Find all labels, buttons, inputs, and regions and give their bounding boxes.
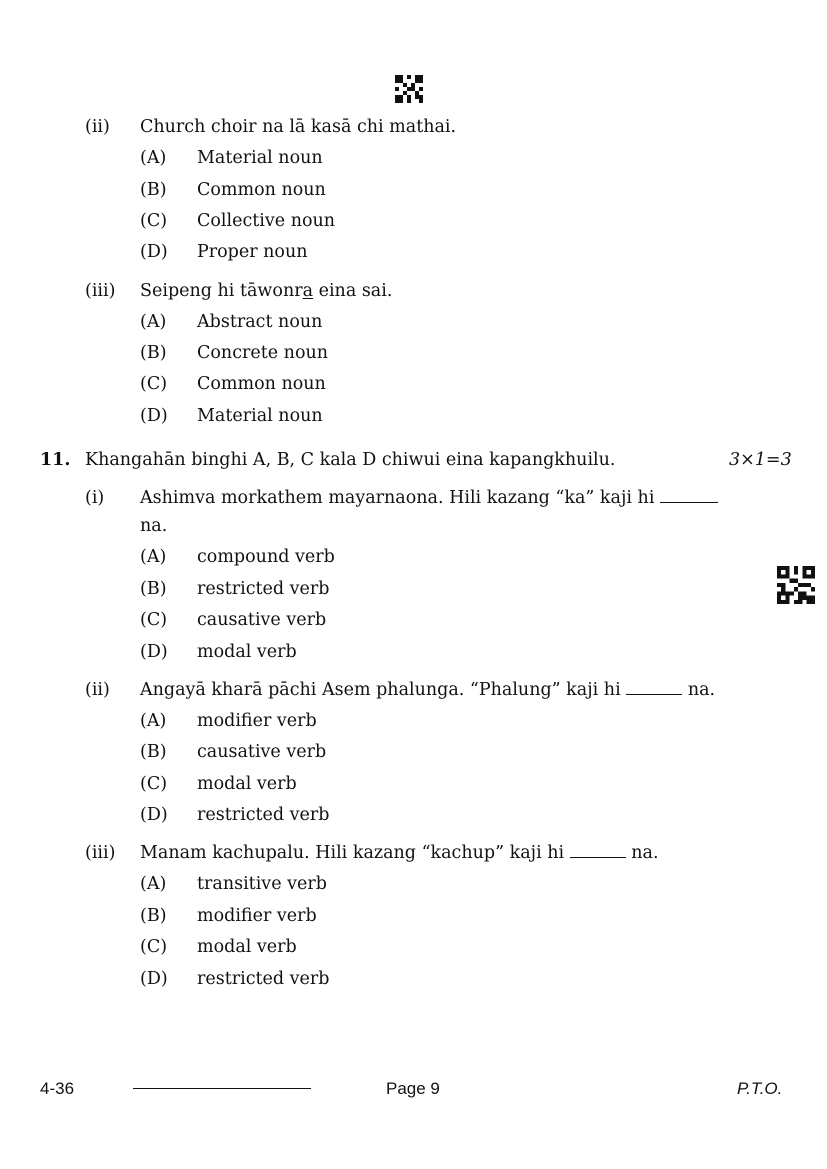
option-letter: (B) [140, 906, 167, 926]
question-text-part: na. [687, 680, 716, 700]
question-text [140, 845, 659, 863]
option-letter: (D) [140, 406, 168, 426]
option-letter: (D) [140, 642, 168, 662]
option-letter: (C) [140, 774, 168, 794]
paper-code: 4-36 [40, 1079, 75, 1098]
question-label: (iii) [85, 843, 116, 863]
option-text: causative verb [197, 610, 327, 630]
qr-code-side [777, 566, 815, 604]
option-letter: (D) [140, 969, 168, 989]
option-letter: (C) [140, 374, 168, 394]
option-text: compound verb [197, 547, 335, 567]
question-text-part: eina sai. [313, 281, 393, 301]
option-letter: (A) [140, 312, 167, 332]
please-turn-over: P.T.O. [737, 1079, 783, 1098]
option-text: Common noun [197, 374, 326, 394]
question-text [140, 490, 718, 508]
option-text: Collective noun [197, 211, 336, 231]
option-letter: (A) [140, 547, 167, 567]
option-letter: (A) [140, 148, 167, 168]
footer-divider [133, 1088, 311, 1089]
question-label: (iii) [85, 281, 116, 301]
question-number: 11. [40, 450, 71, 470]
underlined-letter: a [302, 281, 314, 301]
option-letter: (C) [140, 937, 168, 957]
marks-allocation: 3×1=3 [729, 450, 792, 470]
question-text-part: Manam kachupalu. Hili kazang “kachup” kaji hi [140, 843, 565, 863]
option-letter: (B) [140, 343, 167, 363]
option-text: Concrete noun [197, 343, 329, 363]
question-label: (ii) [85, 680, 110, 700]
option-text: modal verb [197, 937, 297, 957]
question-label: (i) [85, 488, 105, 508]
option-text: Common noun [197, 180, 326, 200]
question-text-part: Ashimva morkathem mayarnaona. Hili kazang “ka” kaji hi [140, 488, 655, 508]
question-label: (ii) [85, 117, 110, 137]
option-text: modifier verb [197, 711, 317, 731]
question-instruction: Khangahān binghi A, B, C kala D chiwui eina kapangkhuilu. [85, 450, 616, 470]
option-text: Proper noun [197, 242, 308, 262]
question-text: Church choir na lā kasā chi mathai. [140, 117, 457, 137]
fill-blank [626, 693, 682, 695]
option-text: Material noun [197, 406, 323, 426]
option-text: modal verb [197, 642, 297, 662]
question-text-continued: na. [140, 516, 168, 536]
question-text [140, 682, 715, 700]
option-text: modal verb [197, 774, 297, 794]
qr-code-top [395, 75, 423, 103]
question-text [140, 283, 392, 301]
page-number: Page 9 [386, 1079, 440, 1098]
option-text: restricted verb [197, 805, 330, 825]
option-text: restricted verb [197, 969, 330, 989]
option-text: modifier verb [197, 906, 317, 926]
question-text-part: Angayā kharā pāchi Asem phalunga. “Phalung” kaji hi [140, 680, 621, 700]
option-letter: (C) [140, 610, 168, 630]
option-letter: (C) [140, 211, 168, 231]
question-text-part: na. [631, 843, 659, 863]
option-text: causative verb [197, 742, 327, 762]
option-text: Abstract noun [197, 312, 323, 332]
option-letter: (A) [140, 874, 167, 894]
fill-blank [570, 856, 626, 858]
option-letter: (A) [140, 711, 167, 731]
option-letter: (B) [140, 180, 167, 200]
question-text-part: Seipeng hi tāwonr [140, 281, 303, 301]
fill-blank [660, 501, 718, 503]
option-text: restricted verb [197, 579, 330, 599]
option-letter: (D) [140, 242, 168, 262]
option-letter: (B) [140, 742, 167, 762]
option-text: transitive verb [197, 874, 327, 894]
option-letter: (D) [140, 805, 168, 825]
option-text: Material noun [197, 148, 323, 168]
option-letter: (B) [140, 579, 167, 599]
